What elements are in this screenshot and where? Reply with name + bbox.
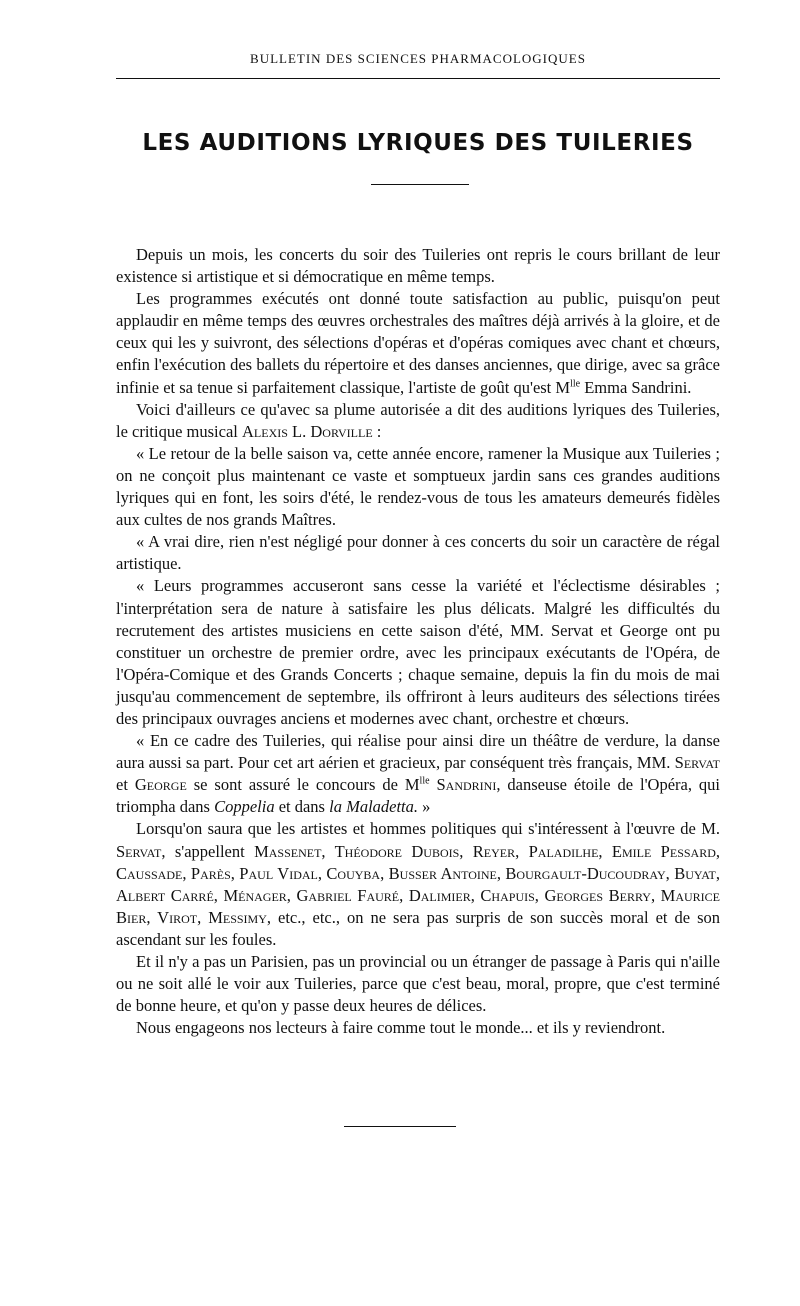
title-rule bbox=[371, 184, 469, 185]
paragraph-1: Depuis un mois, les concerts du soir des Tuileries ont repris le cours brillant de leur existence si artistique et si démocratique en même temps. bbox=[116, 245, 720, 287]
quote-paragraph-1: « Le retour de la belle saison va, cette année encore, ramener la Musique aux Tuileries ; on ne conçoit plus maintenant ce vaste et somptueux jardin sans ces grandes auditions lyriques qui en font, les soirs d'été, le rendez-vous de tous les amateurs demeurés fidèles aux cultes de nos grands Maîtres. bbox=[116, 443, 720, 530]
patron-names: Massenet, Théodore Dubois, Reyer, Paladilhe, Emile Pessard, Caussade, Parès, Paul Vidal, Couyba, Busser Antoine, Bourgault-Ducoudray, Buyat, Albert Carré, Ménager, Gabriel Fauré, Dalimier, Chapuis, Georges Berry, Maurice Bier, Virot, Messimy bbox=[116, 841, 721, 927]
paragraph-2: Les programmes exécutés ont donné toute satisfaction au public, puisqu'on peut applaudir en même temps des œuvres orchestrales des maîtres déjà arrivés à la gloire, et de ceux qui les y suivront, des sélections d'opéras et d'opéras comiques avec chant et chœurs, enfin l'exécution des ballets du répertoire et des danses anciennes, que dirige, avec sa grâce infinie et sa tenue si parfaitement classique, l'artiste de goût qu'est $M^{lle}$ Emma Sandrini. bbox=[116, 289, 720, 397]
running-header: BULLETIN DES SCIENCES PHARMACOLOGIQUES bbox=[250, 51, 586, 66]
paragraph-patrons: Lorsqu'on saura que les artistes et hommes politiques qui s'intéressent à l'œuvre de M. Servat, s'appellent Massenet, Théodore Dubois, Reyer, Paladilhe, Emile Pessard, Caussade, Parès, Paul Vidal, Couyba, Busser Antoine, Bourgault-Ducoudray, Buyat, Albert Carré, Ménager, Gabriel Fauré, Dalimier, Chapuis, Georges Berry, Maurice Bier, Virot, Messimy, etc., etc., on ne sera pas surpris de son succès moral et de son ascendant sur les foules. bbox=[116, 819, 721, 949]
paragraph-closing: Nous engageons nos lecteurs à faire comme tout le monde... et ils y reviendront. bbox=[136, 1018, 666, 1038]
paragraph-3: Voici d'ailleurs ce qu'avec sa plume autorisée a dit des auditions lyriques des Tuileries, le critique musical Alexis L. Dorville : bbox=[116, 399, 720, 441]
quote-paragraph-2: « A vrai dire, rien n'est négligé pour donner à ces concerts du soir un caractère de régal artistique. bbox=[116, 532, 720, 574]
critic-name: Alexis L. Dorville bbox=[242, 421, 373, 441]
quote-paragraph-3: « Leurs programmes accuseront sans cesse la variété et l'éclectisme désirables ; l'interprétation sera de nature à satisfaire les plus délicats. Malgré les difficultés du recrutement des artistes musiciens en cette saison d'été, MM. Servat et George ont pu constituer un orchestre de premier ordre, avec les principaux exécutants de l'Opéra, de l'Opéra-Comique et des Grands Concerts ; chaque semaine, depuis la fin du mois de mai jusqu'au commencement de septembre, ils offriront à leurs auditeurs des sélections tirées des principaux ouvrages anciens et modernes avec chant, orchestre et chœurs. bbox=[116, 576, 720, 728]
header-rule bbox=[116, 78, 720, 79]
article-body bbox=[116, 244, 720, 1039]
quote-paragraph-4: « En ce cadre des Tuileries, qui réalise pour ainsi dire un théâtre de verdure, la danse aura aussi sa part. Pour cet art aérien et gracieux, par conséquent très français, MM. Servat et George se sont assuré le concours de $M^{lle}$ Sandrini, danseuse étoile de l'Opéra, qui triompha dans Coppelia et dans la Maladetta. » bbox=[116, 731, 721, 817]
paragraph-parisians: Et il n'y a pas un Parisien, pas un provincial ou un étranger de passage à Paris qui n'aille ou ne soit allé le voir aux Tuileries, parce que c'est beau, moral, propre, que c'est terminé de bonne heure, et qu'on y passe deux heures de délices. bbox=[116, 952, 720, 1016]
article-title: LES AUDITIONS LYRIQUES DES TUILERIES bbox=[142, 130, 694, 156]
end-rule bbox=[344, 1126, 456, 1127]
